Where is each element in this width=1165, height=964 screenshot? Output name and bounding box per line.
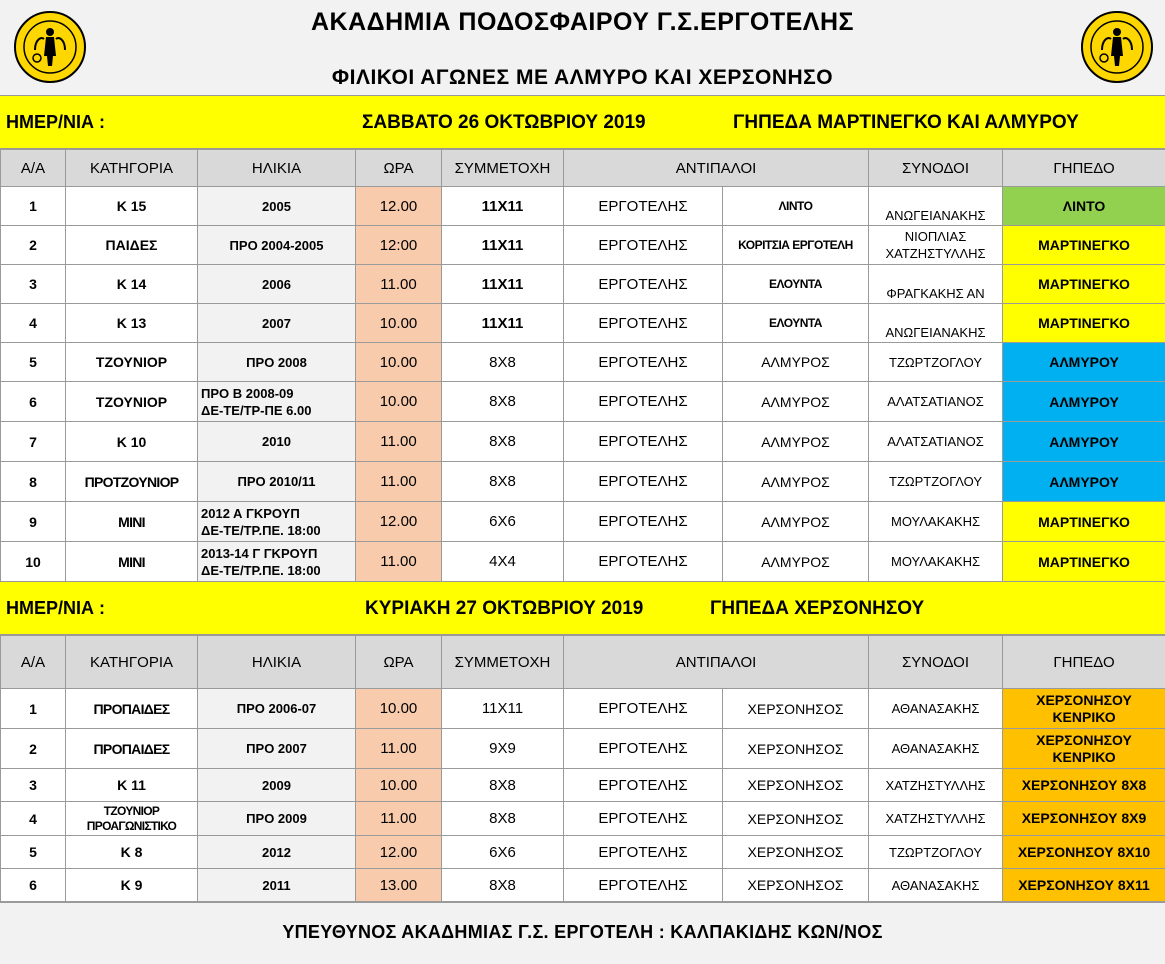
category-cell: Κ 11 xyxy=(66,769,198,802)
venue-cell: ΧΕΡΣΟΝΗΣΟΥ 8Χ10 xyxy=(1003,836,1165,869)
sheet-footer xyxy=(0,902,1165,964)
row-number: 9 xyxy=(1,502,66,542)
home-team-cell: ΕΡΓΟΤΕΛΗΣ xyxy=(564,187,723,226)
column-header: ΣΥΜΜΕΤΟΧΗ xyxy=(442,636,564,689)
venue-cell: ΑΛΜΥΡΟΥ xyxy=(1003,422,1165,462)
time-cell: 11.00 xyxy=(356,462,442,502)
column-header: ΣΥΝΟΔΟΙ xyxy=(869,636,1003,689)
home-team-cell: ΕΡΓΟΤΕΛΗΣ xyxy=(564,422,723,462)
age-cell: 2010 xyxy=(198,422,356,462)
opponent-cell: ΧΕΡΣΟΝΗΣΟΣ xyxy=(723,689,869,729)
row-number: 8 xyxy=(1,462,66,502)
venue-cell: ΜΑΡΤΙΝΕΓΚΟ xyxy=(1003,265,1165,304)
row-number: 10 xyxy=(1,542,66,582)
escort-cell: ΜΟΥΛΑΚΑΚΗΣ xyxy=(869,502,1003,542)
age-cell xyxy=(198,502,356,542)
escort-cell: ΑΝΩΓΕΙΑΝΑΚΗΣ xyxy=(869,187,1003,226)
opponent-cell: ΧΕΡΣΟΝΗΣΟΣ xyxy=(723,729,869,769)
venue-cell: ΜΑΡΤΙΝΕΓΚΟ xyxy=(1003,226,1165,265)
day1-banner xyxy=(0,95,1165,149)
age-line: ΠΡΟ Β 2008-09 xyxy=(201,385,294,401)
column-header: ΩΡΑ xyxy=(356,636,442,689)
age-line: 2012 Α ΓΚΡΟΥΠ xyxy=(201,505,300,521)
table-row xyxy=(1,689,1165,729)
row-number: 1 xyxy=(1,689,66,729)
opponent-cell: ΧΕΡΣΟΝΗΣΟΣ xyxy=(723,869,869,902)
format-cell: 6Χ6 xyxy=(442,836,564,869)
column-header: ΗΛΙΚΙΑ xyxy=(198,636,356,689)
row-number: 7 xyxy=(1,422,66,462)
time-cell: 12.00 xyxy=(356,502,442,542)
age-cell: ΠΡΟ 2007 xyxy=(198,729,356,769)
column-header: ΣΥΜΜΕΤΟΧΗ xyxy=(442,150,564,187)
table-row xyxy=(1,729,1165,769)
opponent-cell: ΑΛΜΥΡΟΣ xyxy=(723,422,869,462)
age-cell: ΠΡΟ 2004-2005 xyxy=(198,226,356,265)
column-header: ΚΑΤΗΓΟΡΙΑ xyxy=(66,636,198,689)
time-cell: 10.00 xyxy=(356,343,442,382)
age-note: ΔΕ-ΤΕ/ΤΡ.ΠΕ. 18:00 xyxy=(201,562,321,578)
format-cell: 4Χ4 xyxy=(442,542,564,582)
opponent-cell: ΕΛΟΥΝΤΑ xyxy=(723,304,869,343)
escort-cell: ΑΘΑΝΑΣΑΚΗΣ xyxy=(869,869,1003,902)
escort-cell: ΑΘΑΝΑΣΑΚΗΣ xyxy=(869,729,1003,769)
category-cell: Κ 9 xyxy=(66,869,198,902)
time-cell: 11.00 xyxy=(356,265,442,304)
row-number: 5 xyxy=(1,343,66,382)
day2-banner xyxy=(0,581,1165,635)
time-cell: 12.00 xyxy=(356,836,442,869)
age-cell: ΠΡΟ 2010/11 xyxy=(198,462,356,502)
table-row xyxy=(1,502,1165,542)
day1-table xyxy=(0,149,1165,582)
table-row xyxy=(1,382,1165,422)
column-header-row xyxy=(1,636,1165,689)
age-cell: 2011 xyxy=(198,869,356,902)
row-number: 6 xyxy=(1,869,66,902)
category-cell: ΠΡΟΠΑΙΔΕΣ xyxy=(66,689,198,729)
time-cell: 10.00 xyxy=(356,769,442,802)
time-cell: 11.00 xyxy=(356,802,442,836)
row-number: 4 xyxy=(1,802,66,836)
age-cell: 2007 xyxy=(198,304,356,343)
column-header: ΓΗΠΕΔΟ xyxy=(1003,636,1165,689)
page-title: ΑΚΑΔΗΜΙΑ ΠΟΔΟΣΦΑΙΡΟΥ Γ.Σ.ΕΡΓΟΤΕΛΗΣ xyxy=(310,8,855,36)
column-header: Α/Α xyxy=(1,150,66,187)
format-cell: 6Χ6 xyxy=(442,502,564,542)
age-cell: ΠΡΟ 2009 xyxy=(198,802,356,836)
day1-date-label: ΗΜΕΡ/ΝΙΑ : xyxy=(6,112,105,132)
escort-cell: ΑΛΑΤΣΑΤΙΑΝΟΣ xyxy=(869,382,1003,422)
home-team-cell: ΕΡΓΟΤΕΛΗΣ xyxy=(564,304,723,343)
row-number: 2 xyxy=(1,226,66,265)
time-cell: 11.00 xyxy=(356,729,442,769)
column-header-row xyxy=(1,150,1165,187)
time-cell: 13.00 xyxy=(356,869,442,902)
age-cell: ΠΡΟ 2008 xyxy=(198,343,356,382)
venue-cell: ΧΕΡΣΟΝΗΣΟΥ ΚΕΝΡΙΚΟ xyxy=(1003,689,1165,729)
home-team-cell: ΕΡΓΟΤΕΛΗΣ xyxy=(564,382,723,422)
row-number: 3 xyxy=(1,265,66,304)
table-row xyxy=(1,869,1165,902)
format-cell: 11Χ11 xyxy=(442,689,564,729)
time-cell: 11.00 xyxy=(356,422,442,462)
venue-cell: ΜΑΡΤΙΝΕΓΚΟ xyxy=(1003,304,1165,343)
table-row xyxy=(1,422,1165,462)
table-row xyxy=(1,836,1165,869)
venue-cell: ΑΛΜΥΡΟΥ xyxy=(1003,343,1165,382)
table-row xyxy=(1,462,1165,502)
footer-responsible: ΥΠΕΥΘΥΝΟΣ ΑΚΑΔΗΜΙΑΣ Γ.Σ. ΕΡΓΟΤΕΛΗ : ΚΑΛΠΑΚΙΔΗΣ ΚΩΝ/ΝΟΣ xyxy=(282,922,883,942)
age-cell: 2012 xyxy=(198,836,356,869)
opponent-cell: ΚΟΡΙΤΣΙΑ ΕΡΓΟΤΕΛΗ xyxy=(723,226,869,265)
column-header: Α/Α xyxy=(1,636,66,689)
table-row xyxy=(1,187,1165,226)
home-team-cell: ΕΡΓΟΤΕΛΗΣ xyxy=(564,542,723,582)
column-header: ΑΝΤΙΠΑΛΟΙ xyxy=(564,150,869,187)
age-note: ΔΕ-ΤΕ/ΤΡ.ΠΕ. 18:00 xyxy=(201,522,321,538)
age-cell: ΠΡΟ 2006-07 xyxy=(198,689,356,729)
age-note: ΔΕ-ΤΕ/ΤΡ-ΠΕ 6.00 xyxy=(201,402,312,418)
time-cell: 10.00 xyxy=(356,304,442,343)
day2-date-label: ΗΜΕΡ/ΝΙΑ : xyxy=(6,598,105,618)
home-team-cell: ΕΡΓΟΤΕΛΗΣ xyxy=(564,689,723,729)
day2-venues: ΓΗΠΕΔΑ ΧΕΡΣΟΝΗΣΟΥ xyxy=(710,598,925,619)
table-row xyxy=(1,265,1165,304)
day1-date: ΣΑΒΒΑΤΟ 26 ΟΚΤΩΒΡΙΟΥ 2019 xyxy=(362,112,646,133)
venue-cell: ΧΕΡΣΟΝΗΣΟΥ ΚΕΝΡΙΚΟ xyxy=(1003,729,1165,769)
escort-cell: ΤΖΩΡΤΖΟΓΛΟΥ xyxy=(869,343,1003,382)
format-cell: 11Χ11 xyxy=(442,226,564,265)
table-row xyxy=(1,226,1165,265)
format-cell: 11Χ11 xyxy=(442,265,564,304)
time-cell: 11.00 xyxy=(356,542,442,582)
time-cell: 10.00 xyxy=(356,689,442,729)
category-cell: ΜΙΝΙ xyxy=(66,502,198,542)
table-row xyxy=(1,769,1165,802)
category-cell: ΤΖΟΥΝΙΟΡ ΠΡΟΑΓΩΝΙΣΤΙΚΟ xyxy=(66,802,198,836)
age-cell: 2006 xyxy=(198,265,356,304)
home-team-cell: ΕΡΓΟΤΕΛΗΣ xyxy=(564,343,723,382)
escort-cell: ΤΖΩΡΤΖΟΓΛΟΥ xyxy=(869,462,1003,502)
day2-table xyxy=(0,635,1165,902)
age-cell: 2009 xyxy=(198,769,356,802)
venue-cell: ΜΑΡΤΙΝΕΓΚΟ xyxy=(1003,502,1165,542)
row-number: 1 xyxy=(1,187,66,226)
category-cell: ΤΖΟΥΝΙΟΡ xyxy=(66,382,198,422)
venue-cell: ΛΙΝΤΟ xyxy=(1003,187,1165,226)
opponent-cell: ΕΛΟΥΝΤΑ xyxy=(723,265,869,304)
opponent-cell: ΑΛΜΥΡΟΣ xyxy=(723,382,869,422)
category-cell: ΠΡΟΠΑΙΔΕΣ xyxy=(66,729,198,769)
table-row xyxy=(1,304,1165,343)
format-cell: 9Χ9 xyxy=(442,729,564,769)
format-cell: 8Χ8 xyxy=(442,343,564,382)
row-number: 4 xyxy=(1,304,66,343)
category-cell: ΜΙΝΙ xyxy=(66,542,198,582)
time-cell: 12.00 xyxy=(356,187,442,226)
home-team-cell: ΕΡΓΟΤΕΛΗΣ xyxy=(564,869,723,902)
home-team-cell: ΕΡΓΟΤΕΛΗΣ xyxy=(564,502,723,542)
opponent-cell: ΑΛΜΥΡΟΣ xyxy=(723,343,869,382)
format-cell: 8Χ8 xyxy=(442,802,564,836)
category-cell: Κ 15 xyxy=(66,187,198,226)
category-cell: ΠΑΙΔΕΣ xyxy=(66,226,198,265)
home-team-cell: ΕΡΓΟΤΕΛΗΣ xyxy=(564,729,723,769)
category-cell: Κ 13 xyxy=(66,304,198,343)
row-number: 5 xyxy=(1,836,66,869)
escort-cell: ΜΟΥΛΑΚΑΚΗΣ xyxy=(869,542,1003,582)
escort-cell: ΤΖΩΡΤΖΟΓΛΟΥ xyxy=(869,836,1003,869)
age-line: 2013-14 Γ ΓΚΡΟΥΠ xyxy=(201,545,318,561)
format-cell: 8Χ8 xyxy=(442,382,564,422)
category-cell: Κ 10 xyxy=(66,422,198,462)
age-cell xyxy=(198,542,356,582)
format-cell: 8Χ8 xyxy=(442,869,564,902)
column-header: ΓΗΠΕΔΟ xyxy=(1003,150,1165,187)
home-team-cell: ΕΡΓΟΤΕΛΗΣ xyxy=(564,462,723,502)
venue-cell: ΧΕΡΣΟΝΗΣΟΥ 8Χ11 xyxy=(1003,869,1165,902)
opponent-cell: ΧΕΡΣΟΝΗΣΟΣ xyxy=(723,802,869,836)
home-team-cell: ΕΡΓΟΤΕΛΗΣ xyxy=(564,769,723,802)
column-header: ΑΝΤΙΠΑΛΟΙ xyxy=(564,636,869,689)
column-header: ΗΛΙΚΙΑ xyxy=(198,150,356,187)
escort-cell: ΑΝΩΓΕΙΑΝΑΚΗΣ xyxy=(869,304,1003,343)
home-team-cell: ΕΡΓΟΤΕΛΗΣ xyxy=(564,836,723,869)
category-cell: Κ 8 xyxy=(66,836,198,869)
opponent-cell: ΧΕΡΣΟΝΗΣΟΣ xyxy=(723,769,869,802)
venue-cell: ΑΛΜΥΡΟΥ xyxy=(1003,462,1165,502)
opponent-cell: ΑΛΜΥΡΟΣ xyxy=(723,462,869,502)
home-team-cell: ΕΡΓΟΤΕΛΗΣ xyxy=(564,802,723,836)
escort-cell: ΑΘΑΝΑΣΑΚΗΣ xyxy=(869,689,1003,729)
category-cell: Κ 14 xyxy=(66,265,198,304)
format-cell: 8Χ8 xyxy=(442,422,564,462)
opponent-cell: ΛΙΝΤΟ xyxy=(723,187,869,226)
escort-cell: ΝΙΟΠΛΙΑΣ ΧΑΤΖΗΣΤΥΛΛΗΣ xyxy=(869,226,1003,265)
escort-cell: ΑΛΑΤΣΑΤΙΑΝΟΣ xyxy=(869,422,1003,462)
opponent-cell: ΑΛΜΥΡΟΣ xyxy=(723,542,869,582)
escort-cell: ΧΑΤΖΗΣΤΥΛΛΗΣ xyxy=(869,769,1003,802)
column-header: ΚΑΤΗΓΟΡΙΑ xyxy=(66,150,198,187)
sheet-header xyxy=(0,0,1165,95)
row-number: 3 xyxy=(1,769,66,802)
row-number: 6 xyxy=(1,382,66,422)
table-row xyxy=(1,802,1165,836)
format-cell: 11Χ11 xyxy=(442,304,564,343)
page-subtitle: ΦΙΛΙΚΟΙ ΑΓΩΝΕΣ ΜΕ ΑΛΜΥΡΟ ΚΑΙ ΧΕΡΣΟΝΗΣΟ xyxy=(331,66,834,89)
home-team-cell: ΕΡΓΟΤΕΛΗΣ xyxy=(564,265,723,304)
row-number: 2 xyxy=(1,729,66,769)
home-team-cell: ΕΡΓΟΤΕΛΗΣ xyxy=(564,226,723,265)
age-cell xyxy=(198,382,356,422)
opponent-cell: ΧΕΡΣΟΝΗΣΟΣ xyxy=(723,836,869,869)
venue-cell: ΧΕΡΣΟΝΗΣΟΥ 8Χ8 xyxy=(1003,769,1165,802)
venue-cell: ΜΑΡΤΙΝΕΓΚΟ xyxy=(1003,542,1165,582)
table-row xyxy=(1,542,1165,582)
opponent-cell: ΑΛΜΥΡΟΣ xyxy=(723,502,869,542)
escort-cell: ΧΑΤΖΗΣΤΥΛΛΗΣ xyxy=(869,802,1003,836)
format-cell: 11Χ11 xyxy=(442,187,564,226)
column-header: ΣΥΝΟΔΟΙ xyxy=(869,150,1003,187)
format-cell: 8Χ8 xyxy=(442,462,564,502)
day2-date: ΚΥΡΙΑΚΗ 27 ΟΚΤΩΒΡΙΟΥ 2019 xyxy=(365,598,644,619)
day1-venues: ΓΗΠΕΔΑ ΜΑΡΤΙΝΕΓΚΟ ΚΑΙ ΑΛΜΥΡΟΥ xyxy=(733,112,1079,133)
time-cell: 12:00 xyxy=(356,226,442,265)
venue-cell: ΑΛΜΥΡΟΥ xyxy=(1003,382,1165,422)
venue-cell: ΧΕΡΣΟΝΗΣΟΥ 8Χ9 xyxy=(1003,802,1165,836)
column-header: ΩΡΑ xyxy=(356,150,442,187)
table-row xyxy=(1,343,1165,382)
age-cell: 2005 xyxy=(198,187,356,226)
format-cell: 8Χ8 xyxy=(442,769,564,802)
time-cell: 10.00 xyxy=(356,382,442,422)
category-cell: ΠΡΟΤΖΟΥΝΙΟΡ xyxy=(66,462,198,502)
escort-cell: ΦΡΑΓΚΑΚΗΣ ΑΝ xyxy=(869,265,1003,304)
category-cell: ΤΖΟΥΝΙΟΡ xyxy=(66,343,198,382)
